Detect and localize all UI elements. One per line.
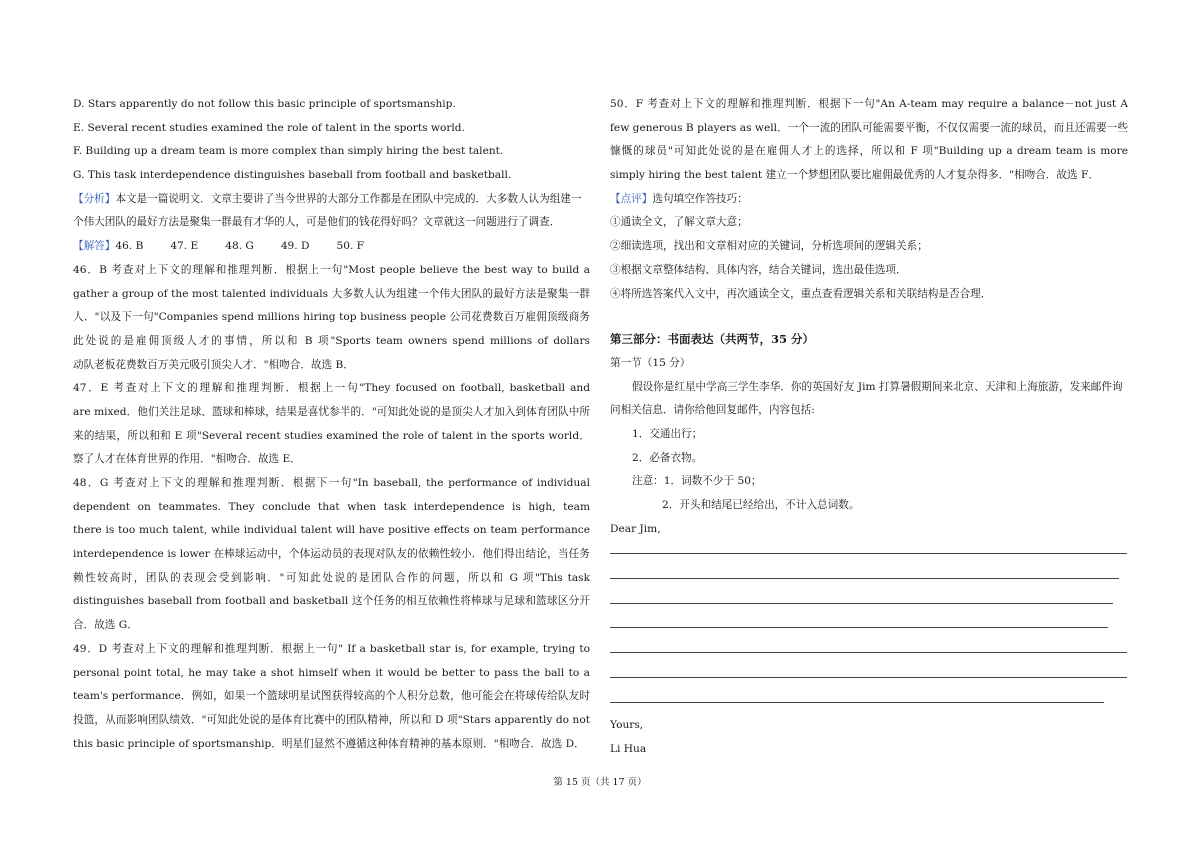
answer-line: 【解答】46. B 47. E 48. G 49. D 50. F (73, 240, 365, 253)
option-f: F. Building up a dream team is more complex than simply hiring the best talent. (73, 145, 504, 158)
answer-line-blank[interactable] (610, 615, 1108, 628)
text-line: 人．"以及下一句"Companies spend millions hiring top business people 公司花费数百万雇佣顶级商务 (73, 311, 590, 324)
text-line: team's performance．例如，如果一个篮球明星试图获得较高的个人积分总数，他可能会在将球传给队友时 (73, 690, 590, 703)
writing-prompt-cont: 问相关信息．请你给他回复邮件，内容包括: (610, 404, 815, 417)
writing-prompt: 假设你是红星中学高三学生李华．你的英国好友 Jim 打算暑假期间来北京、天津和上海旅游，发来邮件询 (632, 380, 1123, 393)
text-line: there is too much talent, while individual talent will have positive effects on team performance (73, 524, 590, 537)
part3-title: 第三部分：书面表达（共两节，35 分） (610, 332, 815, 347)
text-line: 合．故选 G． (73, 619, 138, 632)
text-line: 49．D 考查对上下文的理解和推理判断．根据上一句" If a basketball star is, for example, trying to (73, 642, 590, 655)
answer-line-blank[interactable] (610, 566, 1119, 579)
text-line: 投篮，从而影响团队绩效．"可知此处说的是体育比赛中的团队精神，所以和 D 项"Stars apparently do not (73, 713, 590, 726)
answer-line-blank[interactable] (610, 640, 1127, 653)
text-line: distinguishes baseball from football and basketball 这个任务的相互依赖性将棒球与足球和篮球区分开 (73, 595, 590, 608)
analysis-line-2: 个伟大团队的最好方法是聚集一群最有才华的人，可是他们的钱花得好吗？文章就这一问题进行了调查． (73, 216, 561, 229)
option-e: E. Several recent studies examined the role of talent in the sports world. (73, 121, 465, 134)
left-column (73, 93, 590, 756)
right-column (610, 93, 1128, 762)
text-line: 察了人才在体育世界的作用．"相吻合．故选 E． (73, 453, 301, 466)
letter-greeting: Dear Jim, (610, 522, 661, 535)
content-item-1: 1．交通出行； (632, 427, 703, 440)
note-2: 2．开头和结尾已经给出，不计入总词数。 (662, 499, 860, 511)
text-line: simply hiring the best talent 建立一个梦想团队要比雇佣最优秀的人才复杂得多．"相吻合．故选 F． (610, 169, 1099, 182)
option-g: G. This task interdependence distinguishes baseball from football and basketball. (73, 169, 512, 182)
text-line: 此处说的是雇佣顶级人才的事情，所以和 B 项"Sports team owners spend millions of dollars (73, 334, 590, 347)
q49-explanation (73, 638, 590, 756)
answer-line-blank[interactable] (610, 690, 1104, 703)
answer-line-blank[interactable] (610, 541, 1127, 554)
text-line: 慷慨的球员"可知此处说的是在雇佣人才上的选择，所以和 F 项"Building up a dream team is more (610, 145, 1128, 158)
tip-item: ④将所选答案代入文中，再次通读全文，重点查看逻辑关系和关联结构是否合理． (610, 287, 992, 300)
text-line: this basic principle of sportsmanship．明星们显然不遵循这种体育精神的基本原则．"相吻合．故选 D． (73, 737, 585, 750)
note-1: 注意：1．词数不少于 50； (632, 475, 762, 488)
analysis-tag: 【分析】 (73, 192, 116, 205)
text-line: personal point total, he may take a shot himself when it would be better to pass the ball to a (73, 666, 590, 679)
text-line: 动队老板花费数百万美元吸引顶尖人才．"相吻合．故选 B． (73, 358, 354, 371)
text-line: are mixed．他们关注足球、篮球和棒球，结果是喜忧参半的．"可知此处说的是顶尖人才加入到体育团队中所 (73, 405, 590, 418)
answer-tag: 【解答】 (73, 240, 116, 253)
q47-explanation (73, 377, 590, 472)
text-line: few generous B players as well．一个一流的团队可能需要平衡，不仅仅需要一流的球员，而且还需要一些 (610, 121, 1128, 134)
text-line: 赖性较高时，团队的表现会受到影响．"可知此处说的是团队合作的问题，所以和 G 项"This task (73, 571, 590, 584)
tip-item: ①通读全文，了解文章大意； (610, 216, 748, 229)
option-d: D. Stars apparently do not follow this basic principle of sportsmanship. (73, 98, 456, 110)
page-footer: 第 15 页（共 17 页） (553, 777, 647, 788)
tip-item: ②细读选项，找出和文章相对应的关键词，分析选项间的逻辑关系； (610, 240, 928, 253)
section-1-title: 第一节（15 分） (610, 356, 691, 369)
text-line: dependent on teammates. They conclude that when task interdependence is high, team (73, 500, 590, 513)
content-item-2: 2．必备衣物。 (632, 451, 703, 464)
q50-explanation (610, 93, 1128, 188)
analysis-line-1: 【分析】本文是一篇说明文．文章主要讲了当今世界的大部分工作都是在团队中完成的．大多数人认为组建一 (73, 192, 582, 205)
q46-explanation (73, 259, 590, 377)
q48-explanation (73, 472, 590, 638)
text-line: 来的结果，所以和和 E 项"Several recent studies examined the role of talent in the sports world． (73, 429, 590, 442)
answer-line-blank[interactable] (610, 665, 1127, 678)
comment-line: 【点评】选句填空作答技巧： (610, 192, 748, 205)
letter-signature: Li Hua (610, 742, 647, 755)
text-line: 50．F 考查对上下文的理解和推理判断．根据下一句"An A-team may require a balance－not just A (610, 98, 1128, 110)
text-line: gather a group of the most talented individuals 大多数人认为组建一个伟大团队的最好方法是聚集一群 (73, 287, 590, 300)
letter-closing: Yours, (610, 719, 644, 732)
text-line: 48．G 考查对上下文的理解和推理判断．根据下一句"In baseball, the performance of individual (73, 477, 590, 489)
text-line: 47．E 考查对上下文的理解和推理判断．根据上一句"They focused on football, basketball and (73, 382, 590, 395)
tip-item: ③根据文章整体结构、具体内容，结合关键词，选出最佳选项． (610, 263, 907, 276)
comment-tag: 【点评】 (610, 192, 653, 205)
answer-line-blank[interactable] (610, 591, 1113, 604)
text-line: interdependence is lower 在棒球运动中，个体运动员的表现对队友的依赖性较小．他们得出结论，当任务 (73, 548, 590, 561)
text-line: 46．B 考查对上下文的理解和推理判断．根据上一句"Most people believe the best way to build a (73, 263, 590, 276)
answer-lines[interactable] (610, 541, 1128, 702)
